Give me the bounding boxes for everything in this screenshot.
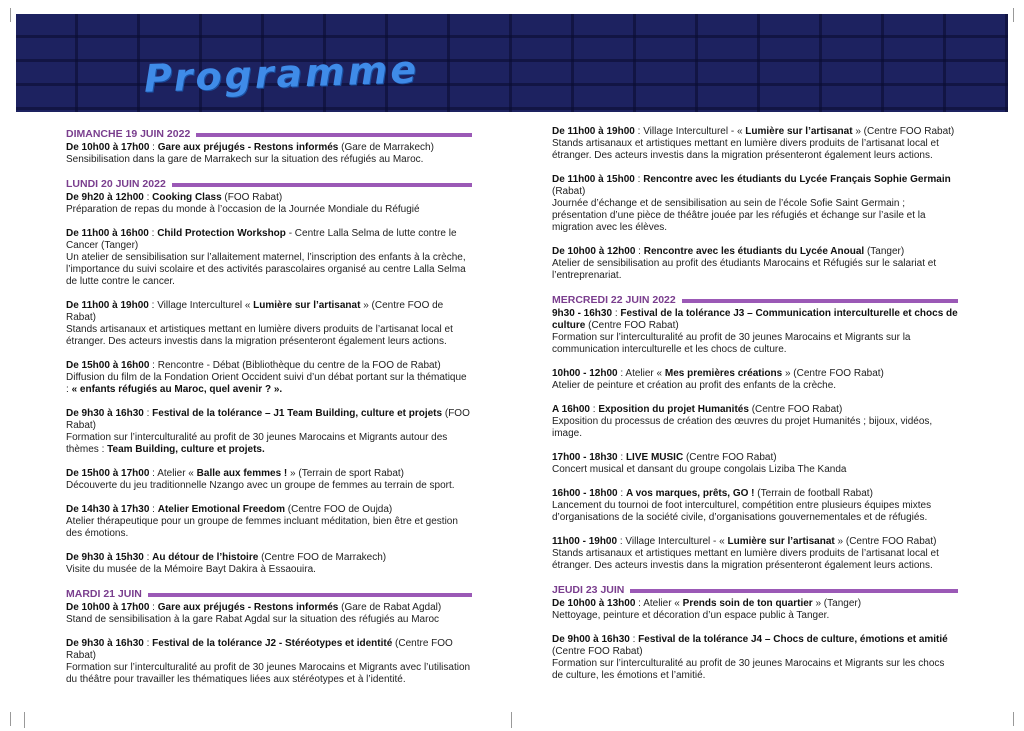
header-banner	[16, 14, 1008, 112]
event-description-text: Atelier de sensibilisation au profit des étudiants Marocains et Réfugiés sur le salariat et l’entreprenariat.	[552, 258, 937, 281]
event-time: De 9h30 à 16h30	[66, 638, 144, 649]
crop-mark	[10, 712, 11, 726]
event-time: 17h00 - 18h30	[552, 452, 618, 463]
event-title: Gare aux préjugés - Restons informés	[157, 142, 339, 153]
day-label: MERCREDI 22 JUIN 2022	[552, 294, 676, 306]
event-description	[66, 564, 472, 576]
event-title: Lumière sur l’artisanat	[745, 126, 853, 137]
event-description-text: Stand de sensibilisation à la gare Rabat Agdal sur la situation des réfugiés au Maroc	[66, 614, 440, 625]
event-heading: De 10h00 à 12h00 : Rencontre avec les étudiants du Lycée Anoual (Tanger)	[552, 246, 905, 257]
event-description-text: Découverte du jeu traditionnelle Nzango avec un groupe de femmes au terrain de sport.	[66, 480, 455, 491]
program-event	[66, 300, 472, 348]
day-label: DIMANCHE 19 JUIN 2022	[66, 128, 191, 140]
day-divider	[148, 593, 472, 597]
event-place: (Tanger)	[866, 246, 905, 257]
event-place: (Centre FOO Rabat)	[685, 452, 777, 463]
program-event	[66, 360, 472, 396]
event-title: Atelier Emotional Freedom	[157, 504, 285, 515]
event-heading: A 16h00 : Exposition du projet Humanités (Centre FOO Rabat)	[552, 404, 843, 415]
event-time: De 9h30 à 16h30	[66, 408, 144, 419]
program-event	[552, 126, 958, 162]
event-heading: De 9h30 à 16h30 : Festival de la tolérance – J1 Team Building, culture et projets (FOO Rabat)	[66, 408, 470, 431]
event-prefix: Atelier «	[643, 598, 680, 609]
event-title: Balle aux femmes !	[196, 468, 288, 479]
event-prefix: Village Interculturel - «	[625, 536, 725, 547]
event-description-text: Exposition du processus de création des œuvres du projet Humanités ; bijoux, vidéos, image.	[552, 416, 933, 439]
crop-mark	[1013, 8, 1014, 22]
event-description-text: Journée d’échange et de sensibilisation au sein de l’école Sofie Saint Germain ; présentation d’une pièce de théâtre jouée par les réfugiés et échange sur l’asile et la migration avec les élèves.	[552, 198, 926, 233]
event-place: (Centre FOO Rabat)	[552, 646, 643, 657]
event-description	[552, 500, 958, 524]
program-event	[66, 408, 472, 456]
event-heading: De 10h00 à 17h00 : Gare aux préjugés - Restons informés (Gare de Rabat Agdal)	[66, 602, 442, 613]
program-event	[66, 602, 472, 626]
day-divider	[630, 589, 958, 593]
event-description-text: Stands artisanaux et artistiques mettant en lumière divers produits de l’artisanat local et étranger. Des acteurs investis dans la migration présenteront également leurs actions.	[552, 138, 939, 161]
event-description-bold: Team Building, culture et projets.	[107, 444, 265, 455]
program-column-left	[66, 124, 472, 698]
program-event	[66, 192, 472, 216]
event-title: A vos marques, prêts, GO !	[625, 488, 755, 499]
event-title: Rencontre avec les étudiants du Lycée Anoual	[643, 246, 865, 257]
event-place: » (Centre FOO Rabat)	[837, 536, 937, 547]
event-time: De 11h00 à 19h00	[66, 300, 149, 311]
event-description	[66, 480, 472, 492]
event-description-text: Formation sur l’interculturalité au profit de 30 jeunes Marocains et Migrants sur la communication interculturelle et les chocs de culture.	[552, 332, 911, 355]
event-place: - Centre Lalla Selma de lutte contre le Cancer (Tanger)	[66, 228, 457, 251]
day-header	[66, 128, 472, 140]
crop-mark	[511, 712, 512, 728]
program-event	[552, 536, 958, 572]
event-description-bold: « enfants réfugiés au Maroc, quel avenir ? ».	[71, 384, 283, 395]
event-title: Au détour de l’histoire	[152, 552, 259, 563]
event-description-text: Visite du musée de la Mémoire Bayt Dakira à Essaouira.	[66, 564, 316, 575]
day-label: JEUDI 23 JUIN	[552, 584, 625, 596]
event-description	[66, 372, 472, 396]
program-event	[66, 638, 472, 686]
event-place: » (Terrain de sport Rabat)	[290, 468, 404, 479]
event-time: De 14h30 à 17h30	[66, 504, 150, 515]
event-time: 11h00 - 19h00	[552, 536, 618, 547]
program-event	[552, 174, 958, 234]
event-description-text: Nettoyage, peinture et décoration d’un espace public à Tanger.	[552, 610, 830, 621]
event-description-text: Atelier thérapeutique pour un groupe de femmes incluant méditation, bien être et gestion des émotions.	[66, 516, 458, 539]
event-place: (FOO Rabat)	[224, 192, 283, 203]
program-event	[66, 504, 472, 540]
event-description	[66, 516, 472, 540]
event-description-text: Lancement du tournoi de foot interculturel, compétition entre plusieurs équipes mixtes d’organisations de la société civile, d’organisations gouvernementales et de réfugiés.	[552, 500, 932, 523]
event-description-text: Stands artisanaux et artistiques mettant en lumière divers produits de l’artisanat local et étranger. Des acteurs investis dans la migration présenteront également leurs actions.	[552, 548, 939, 571]
event-place: (Centre FOO de Oujda)	[287, 504, 393, 515]
event-description	[552, 258, 958, 282]
day-header	[552, 584, 958, 596]
event-heading: De 15h00 à 16h00 : Rencontre - Débat (Bibliothèque du centre de la FOO de Rabat)	[66, 360, 441, 371]
event-heading: De 14h30 à 17h30 : Atelier Emotional Freedom (Centre FOO de Oujda)	[66, 504, 393, 515]
event-time: De 10h00 à 17h00	[66, 142, 150, 153]
event-prefix: Village Interculturel - «	[643, 126, 743, 137]
program-event	[552, 308, 958, 356]
event-time: De 10h00 à 12h00	[552, 246, 636, 257]
event-description	[66, 432, 472, 456]
event-time: 9h30 - 16h30	[552, 308, 613, 319]
event-heading: De 11h00 à 15h00 : Rencontre avec les étudiants du Lycée Français Sophie Germain (Rabat)	[552, 174, 951, 197]
day-label: MARDI 21 JUIN	[66, 588, 142, 600]
crop-mark	[24, 712, 25, 728]
event-description	[66, 662, 472, 686]
program-event	[66, 228, 472, 288]
program-event	[552, 368, 958, 392]
event-place: (FOO Rabat)	[66, 408, 470, 431]
event-place: (Terrain de football Rabat)	[757, 488, 873, 499]
event-description-text: Formation sur l’interculturalité au profit de 30 jeunes Marocains et Migrants avec l’utilisation du théâtre pour travailler les thématiques liées aux stéréotypes et à l’identité.	[66, 662, 471, 685]
event-title: Festival de la tolérance – J1 Team Building, culture et projets	[152, 408, 443, 419]
event-description	[552, 332, 958, 356]
event-description	[66, 252, 472, 288]
event-place: (Centre FOO Rabat)	[66, 638, 453, 661]
day-label: LUNDI 20 JUIN 2022	[66, 178, 166, 190]
event-title: Mes premières créations	[664, 368, 783, 379]
event-prefix: Village Interculturel «	[157, 300, 251, 311]
program-event	[66, 552, 472, 576]
event-title: Lumière sur l’artisanat	[727, 536, 835, 547]
event-title: Festival de la tolérance J4 – Chocs de culture, émotions et amitié	[638, 634, 948, 645]
event-heading: De 15h00 à 17h00 : Atelier « Balle aux femmes ! » (Terrain de sport Rabat)	[66, 468, 404, 479]
event-prefix: Atelier «	[625, 368, 663, 379]
event-heading: 17h00 - 18h30 : LIVE MUSIC (Centre FOO Rabat)	[552, 452, 777, 463]
event-place: (Gare de Marrakech)	[341, 142, 434, 153]
event-time: 10h00 - 12h00	[552, 368, 618, 379]
event-title: Lumière sur l’artisanat	[253, 300, 361, 311]
event-title: Exposition du projet Humanités	[598, 404, 749, 415]
event-heading: De 11h00 à 19h00 : Village Interculturel - « Lumière sur l’artisanat » (Centre FOO Rabat)	[552, 126, 955, 137]
program-column-right	[552, 126, 958, 694]
event-time: De 10h00 à 17h00	[66, 602, 150, 613]
program-event	[552, 452, 958, 476]
event-place: (Rabat)	[552, 186, 586, 197]
event-time: De 11h00 à 16h00	[66, 228, 149, 239]
event-time: A 16h00	[552, 404, 590, 415]
event-prefix: Rencontre - Débat (Bibliothèque du centre de la FOO de Rabat)	[157, 360, 441, 371]
event-place: (Centre FOO Rabat)	[588, 320, 679, 331]
event-heading: De 9h20 à 12h00 : Cooking Class (FOO Rabat)	[66, 192, 283, 203]
event-description-text: Stands artisanaux et artistiques mettant en lumière divers produits de l’artisanat local et étranger. Des acteurs investis dans la migration présenteront également leurs actions.	[66, 324, 453, 347]
event-description-text: Un atelier de sensibilisation sur l’allaitement maternel, l’inscription des enfants à la crèche, l’importance du suivi scolaire et des activités parascolaires organisé au centre Lalla Selma de lutte contre le cancer.	[66, 252, 466, 287]
event-time: De 15h00 à 16h00	[66, 360, 150, 371]
crop-mark	[1013, 712, 1014, 726]
event-time: De 11h00 à 15h00	[552, 174, 635, 185]
event-description	[66, 154, 472, 166]
event-place: (Centre FOO de Marrakech)	[261, 552, 387, 563]
event-description	[552, 610, 958, 622]
event-heading: De 9h30 à 16h30 : Festival de la tolérance J2 - Stéréotypes et identité (Centre FOO Rabat)	[66, 638, 453, 661]
event-description-text: Diffusion du film de la Fondation Orient Occident suivi d’un débat portant sur la thématique :	[66, 372, 467, 395]
program-event	[552, 634, 958, 682]
event-description	[552, 380, 958, 392]
day-divider	[196, 133, 472, 137]
event-description-text: Sensibilisation dans la gare de Marrakech sur la situation des réfugiés au Maroc.	[66, 154, 424, 165]
event-title: Cooking Class	[152, 192, 222, 203]
event-title: Gare aux préjugés - Restons informés	[157, 602, 339, 613]
day-header	[66, 178, 472, 190]
event-title: Prends soin de ton quartier	[682, 598, 813, 609]
event-title: Festival de la tolérance J3 – Communication interculturelle et chocs de culture	[552, 308, 958, 331]
program-event	[552, 598, 958, 622]
event-time: De 15h00 à 17h00	[66, 468, 150, 479]
page-title: Programme	[143, 47, 420, 101]
event-description	[66, 324, 472, 348]
event-description-text: Formation sur l’interculturalité au profit de 30 jeunes Marocains et Migrants autour des thèmes :	[66, 432, 448, 455]
event-heading: 16h00 - 18h00 : A vos marques, prêts, GO ! (Terrain de football Rabat)	[552, 488, 873, 499]
program-event	[552, 246, 958, 282]
event-description-text: Préparation de repas du monde à l’occasion de la Journée Mondiale du Réfugié	[66, 204, 420, 215]
program-event	[66, 142, 472, 166]
program-event	[552, 488, 958, 524]
event-prefix: Atelier «	[157, 468, 194, 479]
event-title: Child Protection Workshop	[157, 228, 286, 239]
event-heading: De 9h00 à 16h30 : Festival de la tolérance J4 – Chocs de culture, émotions et amitié (Centre FOO Rabat)	[552, 634, 948, 657]
event-time: De 9h20 à 12h00	[66, 192, 144, 203]
event-title: LIVE MUSIC	[625, 452, 684, 463]
event-description-text: Atelier de peinture et création au profit des enfants de la crèche.	[552, 380, 837, 391]
crop-mark	[10, 8, 11, 22]
event-time: De 9h00 à 16h30	[552, 634, 630, 645]
event-heading: 10h00 - 12h00 : Atelier « Mes premières créations » (Centre FOO Rabat)	[552, 368, 884, 379]
event-heading: De 10h00 à 13h00 : Atelier « Prends soin de ton quartier » (Tanger)	[552, 598, 862, 609]
event-description	[552, 658, 958, 682]
event-place: (Centre FOO Rabat)	[751, 404, 843, 415]
event-time: 16h00 - 18h00	[552, 488, 618, 499]
event-time: De 9h30 à 15h30	[66, 552, 144, 563]
event-heading: 9h30 - 16h30 : Festival de la tolérance J3 – Communication interculturelle et chocs de culture (Centre FOO Rabat)	[552, 308, 958, 331]
event-description	[552, 416, 958, 440]
event-description	[552, 138, 958, 162]
event-description	[66, 614, 472, 626]
event-title: Festival de la tolérance J2 - Stéréotypes et identité	[152, 638, 393, 649]
program-event	[552, 404, 958, 440]
day-header	[66, 588, 472, 600]
event-description	[552, 548, 958, 572]
event-heading: De 11h00 à 16h00 : Child Protection Workshop - Centre Lalla Selma de lutte contre le Cancer (Tanger)	[66, 228, 457, 251]
event-place: (Gare de Rabat Agdal)	[341, 602, 442, 613]
event-description	[552, 198, 958, 234]
event-heading: 11h00 - 19h00 : Village Interculturel - « Lumière sur l’artisanat » (Centre FOO Rabat)	[552, 536, 937, 547]
event-time: De 11h00 à 19h00	[552, 126, 635, 137]
event-description	[66, 204, 472, 216]
event-place: » (Centre FOO Rabat)	[855, 126, 955, 137]
event-heading: De 9h30 à 15h30 : Au détour de l’histoire (Centre FOO de Marrakech)	[66, 552, 387, 563]
event-place: » (Centre FOO de Rabat)	[66, 300, 444, 323]
event-time: De 10h00 à 13h00	[552, 598, 636, 609]
event-description-text: Concert musical et dansant du groupe congolais Liziba The Kanda	[552, 464, 847, 475]
event-heading: De 11h00 à 19h00 : Village Interculturel « Lumière sur l’artisanat » (Centre FOO de Rabat)	[66, 300, 444, 323]
program-event	[66, 468, 472, 492]
event-heading: De 10h00 à 17h00 : Gare aux préjugés - Restons informés (Gare de Marrakech)	[66, 142, 434, 153]
event-title: Rencontre avec les étudiants du Lycée Français Sophie Germain	[643, 174, 951, 185]
day-divider	[172, 183, 472, 187]
event-description	[552, 464, 958, 476]
day-header	[552, 294, 958, 306]
day-divider	[682, 299, 958, 303]
event-description-text: Formation sur l’interculturalité au profit de 30 jeunes Marocains et Migrants sur les chocs de culture, les émotions et l’amitié.	[552, 658, 945, 681]
event-place: » (Tanger)	[815, 598, 862, 609]
event-place: » (Centre FOO Rabat)	[784, 368, 884, 379]
